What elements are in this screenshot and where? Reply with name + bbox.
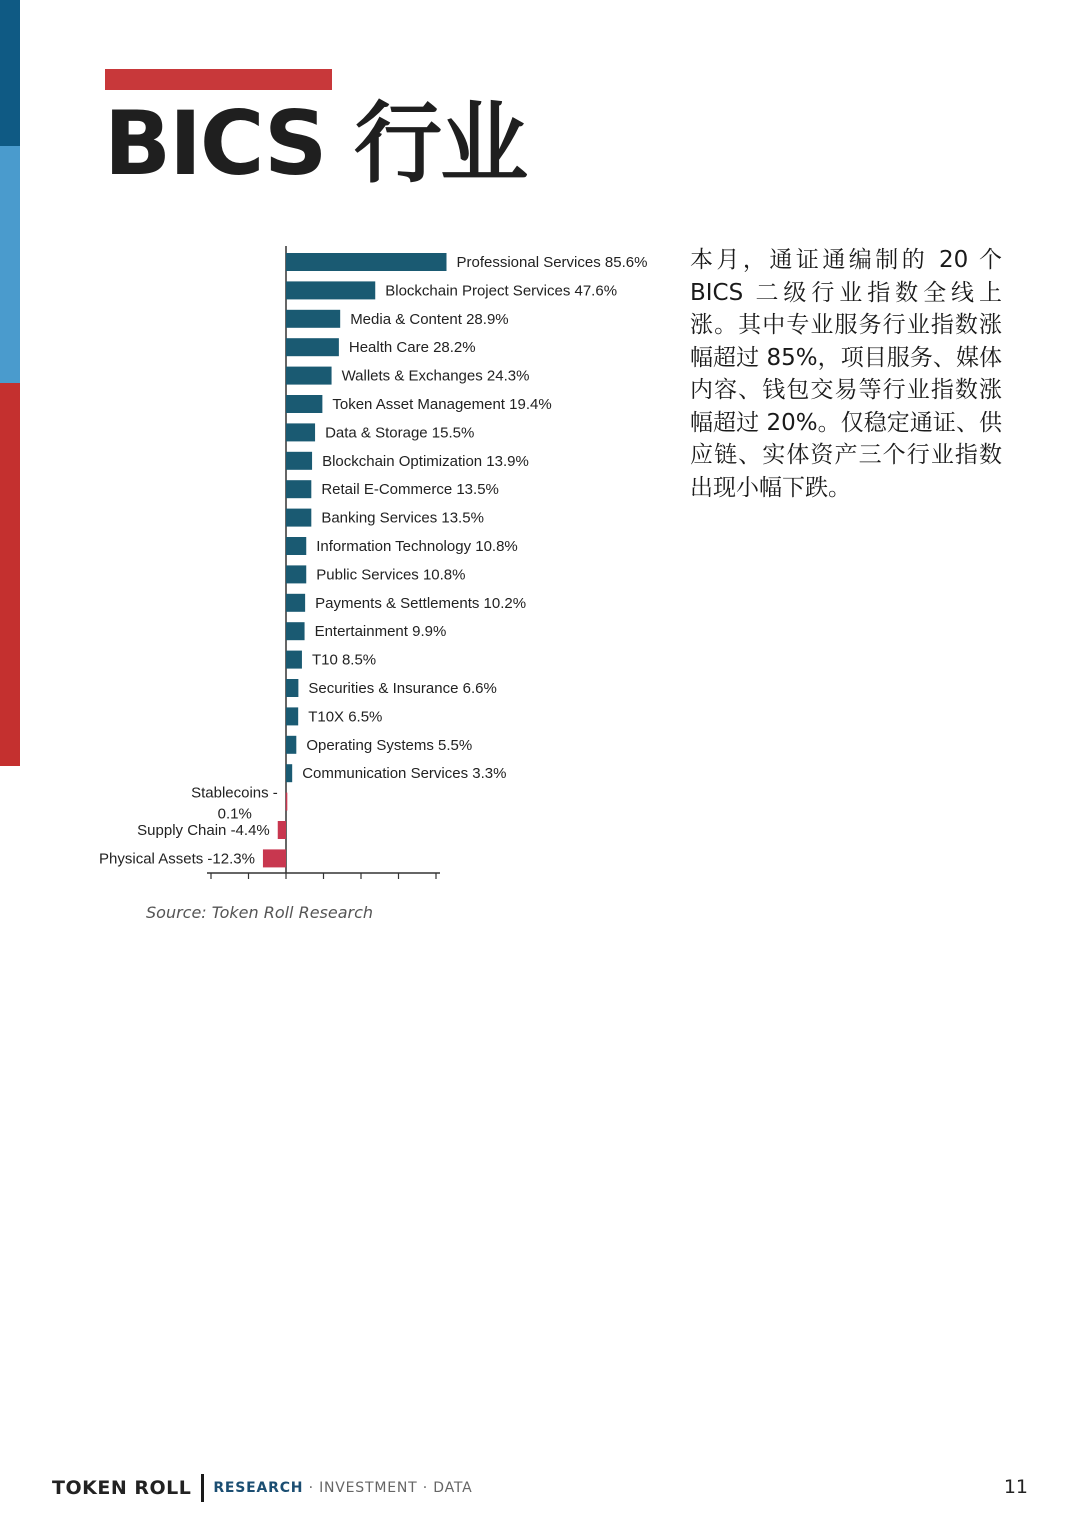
bar-label: Retail E-Commerce 13.5% — [321, 481, 499, 499]
bar — [286, 452, 312, 470]
bar-label — [191, 785, 278, 823]
bar — [286, 253, 447, 271]
bar — [286, 651, 302, 669]
tagline-research: RESEARCH — [213, 1480, 304, 1496]
bar-label: Securities & Insurance 6.6% — [308, 680, 497, 697]
bar — [286, 793, 288, 811]
bar-label: Blockchain Project Services 47.6% — [385, 282, 618, 300]
bar-label: Data & Storage 15.5% — [325, 424, 475, 442]
summary-paragraph: 本月，通证通编制的 20 个 BICS 二级行业指数全线上涨。其中专业服务行业指数涨幅超过 85%，项目服务、媒体内容、钱包交易等行业指数涨幅超过 20%。仅稳定通证、供应链、实体资产三个行业指数出现小幅下跌。 — [690, 247, 1002, 501]
footer-brand: TOKEN ROLL — [52, 1477, 192, 1499]
bar — [286, 310, 340, 328]
title-accent-bar — [105, 69, 332, 90]
tagline-rest: · INVESTMENT · DATA — [303, 1480, 473, 1496]
footer-divider — [201, 1474, 204, 1502]
bar-label: Public Services 10.8% — [316, 566, 466, 584]
bar — [286, 679, 298, 697]
bar — [286, 367, 332, 385]
bar-label: T10 8.5% — [311, 651, 377, 669]
bar — [286, 423, 315, 441]
bar — [286, 565, 306, 583]
bar — [286, 736, 296, 754]
bar-label: Professional Services 85.6% — [456, 254, 648, 271]
bar-label: Banking Services 13.5% — [321, 509, 484, 527]
bar-label: Operating Systems 5.5% — [306, 736, 473, 754]
bar-label: Health Care 28.2% — [348, 339, 476, 357]
bar-label-line: 0.1% — [217, 805, 252, 823]
bar — [286, 537, 306, 555]
bar-label: Wallets & Exchanges 24.3% — [341, 367, 530, 385]
bar — [286, 338, 339, 356]
bar — [286, 509, 311, 527]
bics-bar-chart — [0, 240, 660, 890]
page-title: BICS 行业 — [104, 92, 527, 195]
footer — [52, 1474, 473, 1502]
bar-label: T10X 6.5% — [308, 708, 383, 726]
bar — [286, 395, 322, 413]
bar-label: Entertainment 9.9% — [314, 623, 447, 641]
bar — [286, 764, 292, 782]
bar-label: Payments & Settlements 10.2% — [315, 594, 527, 612]
bar-label: Blockchain Optimization 13.9% — [322, 452, 529, 470]
bar-label-line: Stablecoins - — [191, 784, 278, 802]
page-number: 11 — [1003, 1476, 1028, 1498]
bar — [286, 594, 305, 612]
bar — [286, 281, 375, 299]
footer-tagline — [213, 1480, 472, 1496]
bar — [286, 707, 298, 725]
bar — [263, 849, 286, 867]
bar-label: Information Technology 10.8% — [316, 538, 518, 555]
bar — [286, 480, 311, 498]
bar-label: Media & Content 28.9% — [350, 310, 509, 328]
bar-label: Communication Services 3.3% — [302, 765, 507, 783]
stripe-dark — [0, 0, 20, 146]
bar — [286, 622, 305, 640]
bar-label: Physical Assets -12.3% — [99, 850, 255, 868]
bar-label: Token Asset Management 19.4% — [332, 396, 552, 413]
chart-source: Source: Token Roll Research — [146, 903, 374, 922]
bar — [278, 821, 286, 839]
bar-label: Supply Chain -4.4% — [137, 822, 270, 839]
